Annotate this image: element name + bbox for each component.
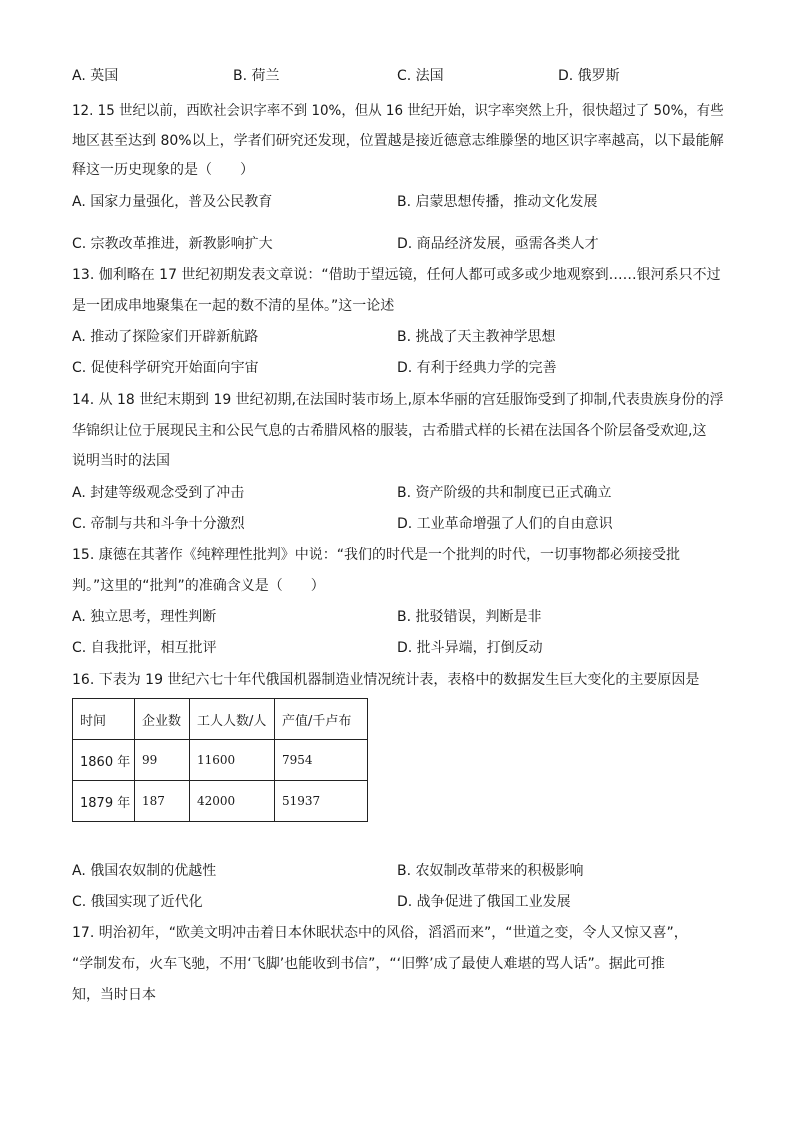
q15-option-b: B. 批驳错误，判断是非 — [397, 609, 542, 625]
q12-option-a: A. 国家力量强化，普及公民教育 — [72, 194, 273, 210]
q12-stem-line-1: 12. 15 世纪以前，西欧社会识字率不到 10%，但从 16 世纪开始，识字率突然上升，很快超过了 50%，有些 — [72, 103, 724, 119]
table-row — [73, 781, 368, 822]
q17-stem-line-1: 17. 明治初年，“欧美文明冲击着日本休眠状态中的风俗，滔滔而来”，“世道之变，令人又惊又喜”， — [72, 925, 688, 941]
q16-statistics-table — [72, 698, 368, 822]
q14-option-c: C. 帝制与共和斗争十分激烈 — [72, 516, 245, 532]
q11-option-b: B. 荷兰 — [233, 68, 280, 84]
table-row — [73, 740, 368, 781]
q14-stem-line-1: 14. 从 18 世纪末期到 19 世纪初期,在法国时装市场上,原本华丽的宫廷服饰受到了抑制,代表贵族身份的浮 — [72, 392, 724, 408]
q15-option-a: A. 独立思考，理性判断 — [72, 609, 217, 625]
table-cell: 187 — [135, 781, 190, 822]
q15-stem-line-1: 15. 康德在其著作《纯粹理性批判》中说：“我们的时代是一个批判的时代，一切事物都必须接受批 — [72, 547, 680, 563]
q14-stem-line-2: 华锦织让位于展现民主和公民气息的古希腊风格的服装，古希腊式样的长裙在法国各个阶层备受欢迎,这 — [72, 423, 707, 439]
q13-option-b: B. 挑战了天主教神学思想 — [397, 329, 556, 345]
q15-option-c: C. 自我批评，相互批评 — [72, 640, 217, 656]
q16-option-c: C. 俄国实现了近代化 — [72, 894, 203, 910]
table-cell: 1879 年 — [73, 781, 135, 822]
table-header-row — [73, 699, 368, 740]
q11-option-a: A. 英国 — [72, 68, 119, 84]
table-cell: 42000 — [190, 781, 275, 822]
q13-option-a: A. 推动了探险家们开辟新航路 — [72, 329, 259, 345]
table-cell: 1860 年 — [73, 740, 135, 781]
table-cell: 11600 — [190, 740, 275, 781]
q16-option-d: D. 战争促进了俄国工业发展 — [397, 894, 571, 910]
q11-option-d: D. 俄罗斯 — [558, 68, 620, 84]
q13-stem-line-1: 13. 伽利略在 17 世纪初期发表文章说：“借助于望远镜，任何人都可或多或少地观察到……银河系只不过 — [72, 267, 721, 283]
q12-stem-line-3: 释这一历史现象的是（ ） — [72, 162, 254, 178]
q14-option-d: D. 工业革命增强了人们的自由意识 — [397, 516, 613, 532]
table-cell: 51937 — [275, 781, 368, 822]
q12-option-c: C. 宗教改革推进，新教影响扩大 — [72, 236, 273, 252]
q11-option-c: C. 法国 — [397, 68, 444, 84]
q13-option-d: D. 有利于经典力学的完善 — [397, 360, 557, 376]
table-cell: 99 — [135, 740, 190, 781]
q17-stem-line-3: 知，当时日本 — [72, 987, 156, 1003]
table-header-cell: 时间 — [73, 699, 135, 740]
q14-option-b: B. 资产阶级的共和制度已正式确立 — [397, 485, 612, 501]
table-cell: 7954 — [275, 740, 368, 781]
q13-option-c: C. 促使科学研究开始面向宇宙 — [72, 360, 259, 376]
table-header-cell: 工人人数/人 — [190, 699, 275, 740]
q14-stem-line-3: 说明当时的法国 — [72, 453, 170, 469]
q17-stem-line-2: “学制发布，火车飞驰，不用‘飞脚’也能收到书信”，“‘旧弊’成了最使人难堪的骂人话”。据此可推 — [72, 956, 665, 972]
q15-option-d: D. 批斗异端，打倒反动 — [397, 640, 543, 656]
table-header-cell: 企业数 — [135, 699, 190, 740]
q13-stem-line-2: 是一团成串地聚集在一起的数不清的星体。”这一论述 — [72, 298, 395, 314]
q16-stem-line-1: 16. 下表为 19 世纪六七十年代俄国机器制造业情况统计表，表格中的数据发生巨大变化的主要原因是 — [72, 672, 700, 688]
q14-option-a: A. 封建等级观念受到了冲击 — [72, 485, 245, 501]
q16-option-a: A. 俄国农奴制的优越性 — [72, 863, 217, 879]
q12-option-d: D. 商品经济发展，亟需各类人才 — [397, 236, 599, 252]
q12-option-b: B. 启蒙思想传播，推动文化发展 — [397, 194, 598, 210]
table-header-cell: 产值/千卢布 — [275, 699, 368, 740]
q12-stem-line-2: 地区甚至达到 80%以上，学者们研究还发现，位置越是接近德意志维滕堡的地区识字率越高，以下最能解 — [72, 133, 724, 149]
q15-stem-line-2: 判。”这里的“批判”的准确含义是（ ） — [72, 578, 325, 594]
q16-option-b: B. 农奴制改革带来的积极影响 — [397, 863, 584, 879]
